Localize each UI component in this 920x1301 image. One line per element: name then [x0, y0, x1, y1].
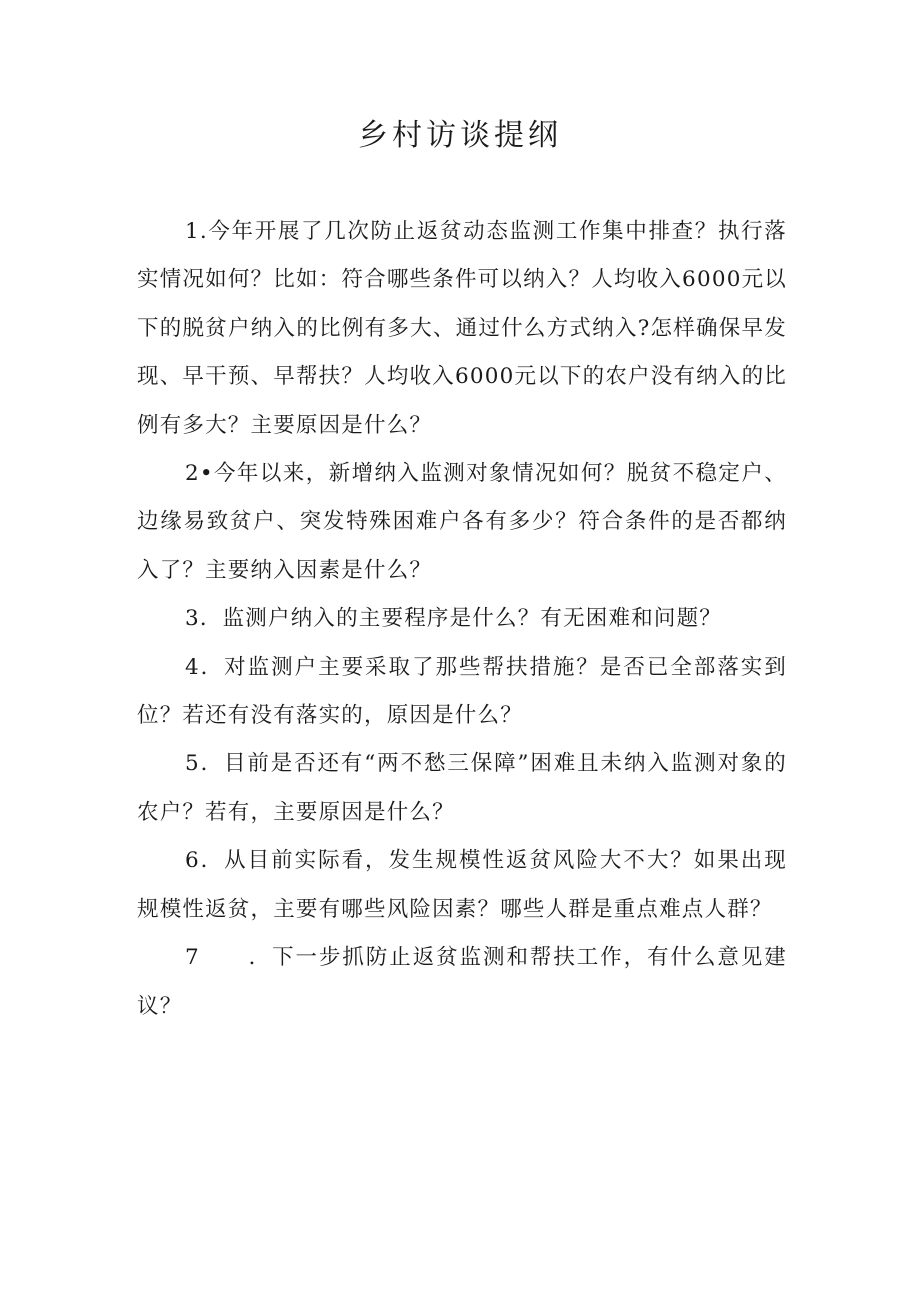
question-text: 监测户纳入的主要程序是什么？有无困难和问题？ — [222, 606, 722, 632]
question-item-2 — [137, 450, 787, 595]
question-text: 今年开展了几次防止返贫动态监测工作集中排查？执行落实情况如何？比如：符合哪些条件可以纳入？人均收入6000元以下的脱贫户纳入的比例有多大、通过什么方式纳入?怎样确保早发现、早干预、早帮扶？人均收入6000元以下的农户没有纳入的比例有多大？主要原因是什么？ — [137, 219, 787, 438]
question-item-5 — [137, 740, 787, 837]
question-number: 7 — [185, 945, 200, 971]
question-item-4 — [137, 644, 787, 741]
question-number-suffix: ． — [247, 945, 273, 971]
question-text: 从目前实际看，发生规模性返贫风险大不大？如果出现规模性返贫，主要有哪些风险因素？哪些人群是重点难点人群？ — [137, 848, 787, 922]
question-number: 5． — [185, 751, 224, 777]
question-text: 目前是否还有“两不愁三保障”困难且未纳入监测对象的农户？若有，主要原因是什么？ — [137, 751, 787, 825]
question-list — [137, 208, 787, 1031]
question-number: 4． — [185, 654, 225, 680]
question-item-7 — [137, 934, 787, 1031]
question-number: 2• — [185, 461, 214, 487]
question-item-6 — [137, 837, 787, 934]
question-item-3 — [137, 595, 787, 643]
question-text: 下一步抓防止返贫监测和帮扶工作，有什么意见建议？ — [137, 945, 788, 1019]
question-number: 6． — [185, 848, 225, 874]
question-number: 1. — [185, 219, 208, 244]
question-text: 今年以来，新增纳入监测对象情况如何？脱贫不稳定户、边缘易致贫户、突发特殊困难户各有多少？符合条件的是否都纳入了？主要纳入因素是什么？ — [137, 461, 787, 583]
question-number: 3． — [185, 606, 223, 632]
question-item-1 — [137, 208, 787, 450]
document-title: 乡村访谈提纲 — [358, 118, 562, 153]
question-text: 对监测户主要采取了那些帮扶措施？是否已全部落实到位？若还有没有落实的，原因是什么？ — [137, 654, 787, 729]
